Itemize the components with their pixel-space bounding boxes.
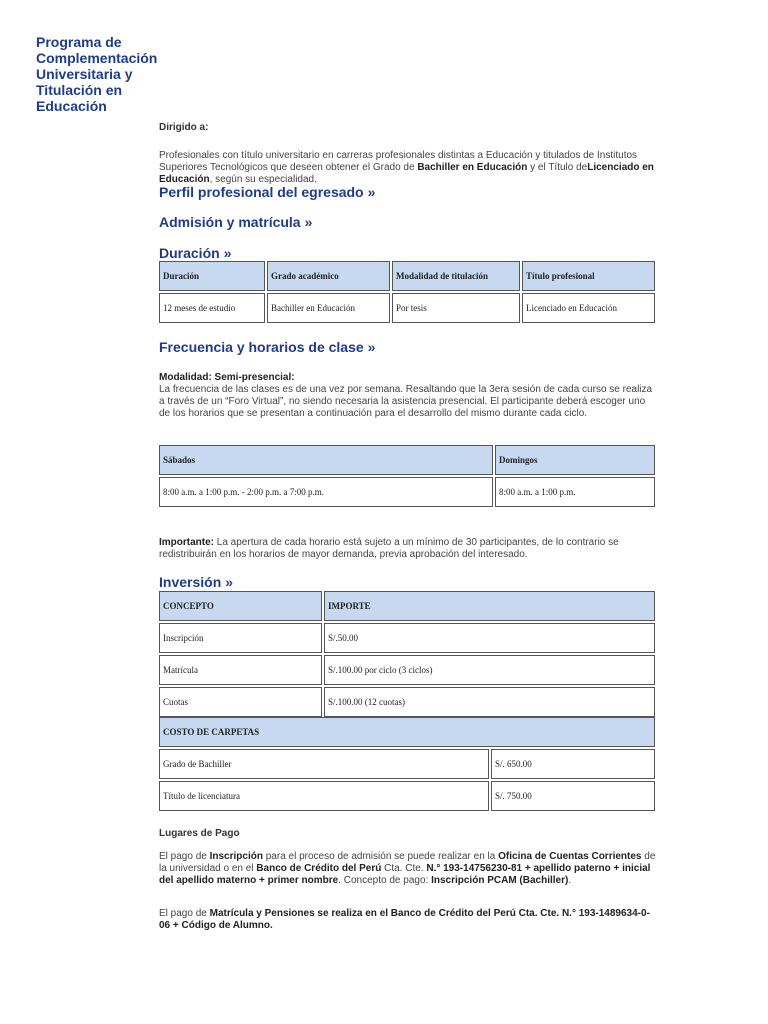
importante-label: Importante: — [159, 537, 214, 548]
raquo-icon: » — [223, 245, 232, 261]
table-cell: S/.50.00 — [324, 623, 655, 653]
modalidad-block — [159, 372, 659, 420]
dirigido-text-1: Profesionales con título universitario en carreras profesionales distintas a Educación y titulados de Institutos Superiores Tecnológicos que deseen obtener el Grado de — [159, 150, 638, 173]
table-cell: Título de licenciatura — [159, 781, 489, 811]
page-title: Programa de Complementación Universitaria y Titulación en Educación — [36, 34, 158, 114]
lugares-p1-b2: Oficina de Cuentas Corrientes — [498, 851, 642, 862]
carpetas-table — [157, 715, 657, 813]
lugares-p1-t2: para el proceso de admisión se puede realizar en la — [262, 851, 499, 862]
importante-text — [159, 537, 659, 561]
lugares-p2-t1: El pago de — [159, 908, 210, 919]
table-cell: Licenciado en Educación — [522, 293, 655, 323]
lugares-p2 — [159, 908, 659, 932]
lugares-label: Lugares de Pago — [159, 828, 240, 839]
section-admision-link[interactable] — [159, 214, 312, 230]
lugares-p1-t6: . — [568, 875, 572, 886]
lugares-p1-t3: de la universidad o en el — [159, 851, 656, 874]
table-cell: S/. 650.00 — [491, 749, 655, 779]
table-cell: S/. 750.00 — [491, 781, 655, 811]
dirigido-bold-1: Bachiller en Educación — [417, 162, 528, 173]
table-header-cell: Sábados — [159, 445, 493, 475]
table-cell: 8:00 a.m. a 1:00 p.m. — [495, 477, 655, 507]
importante-body: La apertura de cada horario está sujeto a un mínimo de 30 participantes, de lo contrario se redistribuirán en los horarios de mayor demanda, previa aprobación del interesado. — [159, 537, 619, 560]
section-perfil-link[interactable] — [159, 184, 375, 200]
lugares-p1-b1: Inscripción — [209, 851, 263, 862]
lugares-p1-b4: N.° 193-14756230-81 + apellido paterno + inicial del apellido materno + primer nombre — [159, 863, 651, 886]
table-header-cell: Domingos — [495, 445, 655, 475]
inversion-table — [157, 589, 657, 719]
table-cell: 12 meses de estudio — [159, 293, 265, 323]
section-inversion-title: Inversión — [159, 574, 222, 590]
table-cell: Inscripción — [159, 623, 322, 653]
lugares-p1-b3: Banco de Crédito del Perú — [256, 863, 382, 874]
table-row — [159, 687, 655, 717]
lugares-p1-b5: Inscripción PCAM (Bachiller) — [431, 875, 569, 886]
modalidad-label: Modalidad: Semi-presencial: — [159, 372, 295, 383]
table-row — [159, 749, 655, 779]
table-cell: Bachiller en Educación — [267, 293, 390, 323]
table-row — [159, 293, 655, 323]
lugares-p1-t5: . Concepto de pago: — [338, 875, 432, 886]
section-frecuencia-title: Frecuencia y horarios de clase — [159, 339, 364, 355]
table-row — [159, 477, 655, 507]
lugares-p1-t1: El pago de — [159, 851, 210, 862]
table-header-cell: Modalidad de titulación — [392, 261, 520, 291]
section-duracion-title: Duración — [159, 245, 220, 261]
dirigido-bold-2: Licenciado en Educación — [159, 162, 654, 185]
table-header-row — [159, 261, 655, 291]
raquo-icon: » — [225, 574, 234, 590]
dirigido-text-2: y el Título de — [527, 162, 588, 173]
table-header-cell: CONCEPTO — [159, 591, 322, 621]
table-cell: S/.100.00 (12 cuotas) — [324, 687, 655, 717]
raquo-icon: » — [367, 339, 376, 355]
dirigido-text-3: , según su especialidad. — [209, 174, 317, 185]
modalidad-text: La frecuencia de las clases es de una vez por semana. Resaltando que la 3era sesión de cada curso se realiza a través de un “Foro Virtual”, no siendo necesaria la asistencia presencial. El participante deberá escoger uno de los horarios que se presentan a continuación para el desarrollo del mismo durante cada ciclo. — [159, 384, 653, 419]
table-cell: Grado de Bachiller — [159, 749, 489, 779]
duracion-table — [157, 259, 657, 325]
table-header-row — [159, 717, 655, 747]
table-row — [159, 623, 655, 653]
section-frecuencia-link[interactable] — [159, 339, 375, 355]
lugares-p2-b1: Matrícula y Pensiones se realiza en el Banco de Crédito del Perú Cta. Cte. N.° 193-1489634-0-06 + Código de Alumno. — [159, 908, 650, 931]
table-header-row — [159, 591, 655, 621]
raquo-icon: » — [367, 184, 376, 200]
table-row — [159, 781, 655, 811]
table-header-cell: Título profesional — [522, 261, 655, 291]
lugares-p1-t4: Cta. Cte. — [381, 863, 427, 874]
table-cell: Matrícula — [159, 655, 322, 685]
table-row — [159, 655, 655, 685]
table-header-cell: IMPORTE — [324, 591, 655, 621]
table-header-row — [159, 445, 655, 475]
table-header-cell: Grado académico — [267, 261, 390, 291]
table-cell: 8:00 a.m. a 1:00 p.m. - 2:00 p.m. a 7:00 p.m. — [159, 477, 493, 507]
section-admision-title: Admisión y matrícula — [159, 214, 301, 230]
raquo-icon: » — [304, 214, 313, 230]
section-perfil-title: Perfil profesional del egresado — [159, 184, 364, 200]
dirigido-text — [159, 150, 659, 186]
lugares-p1 — [159, 851, 659, 887]
table-cell: Por tesis — [392, 293, 520, 323]
table-header-cell: Duración — [159, 261, 265, 291]
table-header-cell: COSTO DE CARPETAS — [159, 717, 655, 747]
table-cell: Cuotas — [159, 687, 322, 717]
horarios-table — [157, 443, 657, 509]
section-inversion-link[interactable] — [159, 574, 233, 590]
dirigido-label: Dirigido a: — [159, 122, 209, 133]
table-cell: S/.100.00 por ciclo (3 ciclos) — [324, 655, 655, 685]
